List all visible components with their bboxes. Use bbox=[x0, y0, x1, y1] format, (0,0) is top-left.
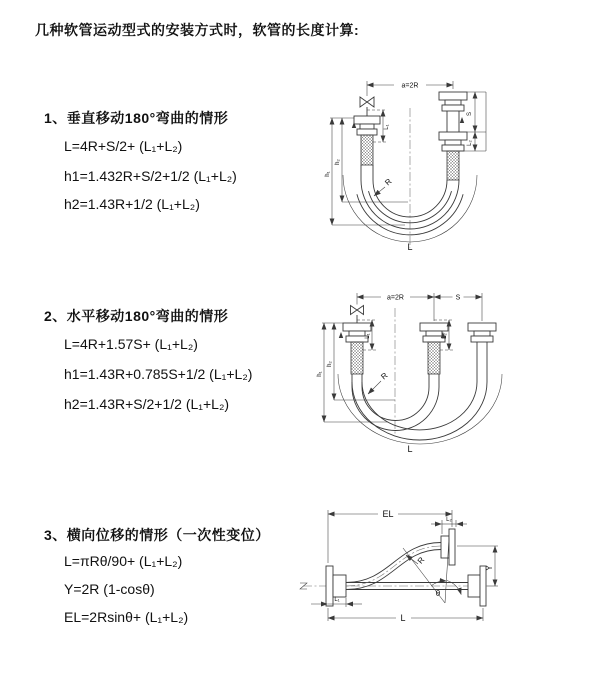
radius-callout bbox=[374, 177, 394, 196]
dimension-a2r bbox=[357, 293, 434, 302]
reference-arrow bbox=[339, 332, 343, 338]
dimension-l1 bbox=[311, 597, 362, 607]
braid-section bbox=[351, 342, 363, 374]
dim-label-r: R bbox=[379, 370, 390, 382]
dim-label-theta: θ bbox=[435, 589, 441, 598]
section3-formula-l: L=πRθ/90+ (L₁+L₂) bbox=[64, 553, 183, 569]
right-flange-fitting-lower bbox=[439, 132, 467, 180]
dimension-l bbox=[328, 608, 483, 623]
dim-label-h1: h₁ bbox=[317, 371, 323, 377]
section2-formula-l: L=4R+1.57S+ (L₁+L₂) bbox=[64, 336, 198, 352]
braid-section bbox=[447, 151, 459, 180]
dim-label-a2r: a=2R bbox=[387, 294, 404, 302]
dim-label-a2r: a=2R bbox=[401, 82, 419, 90]
reference-arrow bbox=[460, 117, 464, 123]
dim-label-h2: h₂ bbox=[327, 361, 333, 367]
right-flange-fitting bbox=[468, 293, 496, 342]
right-flange bbox=[468, 566, 486, 606]
section3-formula-y: Y=2R (1-cosθ) bbox=[64, 581, 155, 597]
dim-label-el: EL bbox=[382, 509, 394, 519]
dim-label-l2: L₂ bbox=[442, 333, 448, 339]
dim-label-l2: L₂ bbox=[467, 140, 473, 146]
dim-label-length: L bbox=[400, 613, 406, 623]
dim-label-s: S bbox=[467, 111, 473, 117]
dim-label-r: R bbox=[415, 555, 427, 566]
dim-label-h1: h₁ bbox=[325, 171, 331, 177]
dim-label-l2: L₂ bbox=[446, 517, 452, 523]
radius-callout bbox=[368, 371, 390, 394]
section1-heading: 1、垂直移动180°弯曲的情形 bbox=[44, 110, 229, 126]
diagram-lateral-displacement bbox=[295, 500, 595, 645]
dim-label-h2: h₂ bbox=[335, 159, 341, 165]
dim-label-r: R bbox=[383, 176, 394, 188]
dim-label-s: S bbox=[455, 294, 461, 302]
dimension-s bbox=[460, 92, 486, 151]
left-flange-fitting bbox=[343, 323, 371, 374]
dim-label-l1: L₁ bbox=[384, 124, 390, 130]
dim-label-length: L bbox=[407, 242, 413, 252]
dimension-el bbox=[328, 509, 452, 566]
dim-label-l1: L₁ bbox=[334, 597, 340, 603]
dim-label-length: L bbox=[407, 444, 413, 454]
braid-section bbox=[428, 342, 440, 374]
section1-formula-h1: h1=1.432R+S/2+1/2 (L₁+L₂) bbox=[64, 168, 237, 184]
dim-label-y: Y bbox=[485, 565, 494, 571]
valve-icon bbox=[360, 81, 374, 116]
radius-callout bbox=[406, 555, 427, 565]
section3-formula-el: EL=2Rsinθ+ (L₁+L₂) bbox=[64, 609, 189, 625]
section1-formula-l: L=4R+S/2+ (L₁+L₂) bbox=[64, 138, 183, 154]
section1-formula-h2: h2=1.43R+1/2 (L₁+L₂) bbox=[64, 196, 200, 212]
dimension-a2r bbox=[367, 81, 453, 90]
diagram-horizontal-180-bend bbox=[310, 282, 590, 457]
right-flange-fitting-upper bbox=[439, 92, 467, 132]
diagram-vertical-180-bend bbox=[310, 70, 590, 260]
top-flange bbox=[441, 529, 455, 565]
valve-icon bbox=[351, 293, 364, 323]
section3-heading: 3、横向位移的情形（一次性变位） bbox=[44, 527, 270, 543]
left-flange-fitting bbox=[354, 116, 380, 165]
braid-section bbox=[361, 135, 373, 165]
dim-label-l1: L₁ bbox=[365, 333, 371, 339]
section2-formula-h1: h1=1.43R+0.785S+1/2 (L₁+L₂) bbox=[64, 366, 253, 382]
page-title: 几种软管运动型式的安装方式时，软管的长度计算: bbox=[35, 22, 360, 38]
dimension-s bbox=[434, 293, 482, 302]
section2-formula-h2: h2=1.43R+S/2+1/2 (L₁+L₂) bbox=[64, 396, 230, 412]
section2-heading: 2、水平移动180°弯曲的情形 bbox=[44, 308, 229, 324]
